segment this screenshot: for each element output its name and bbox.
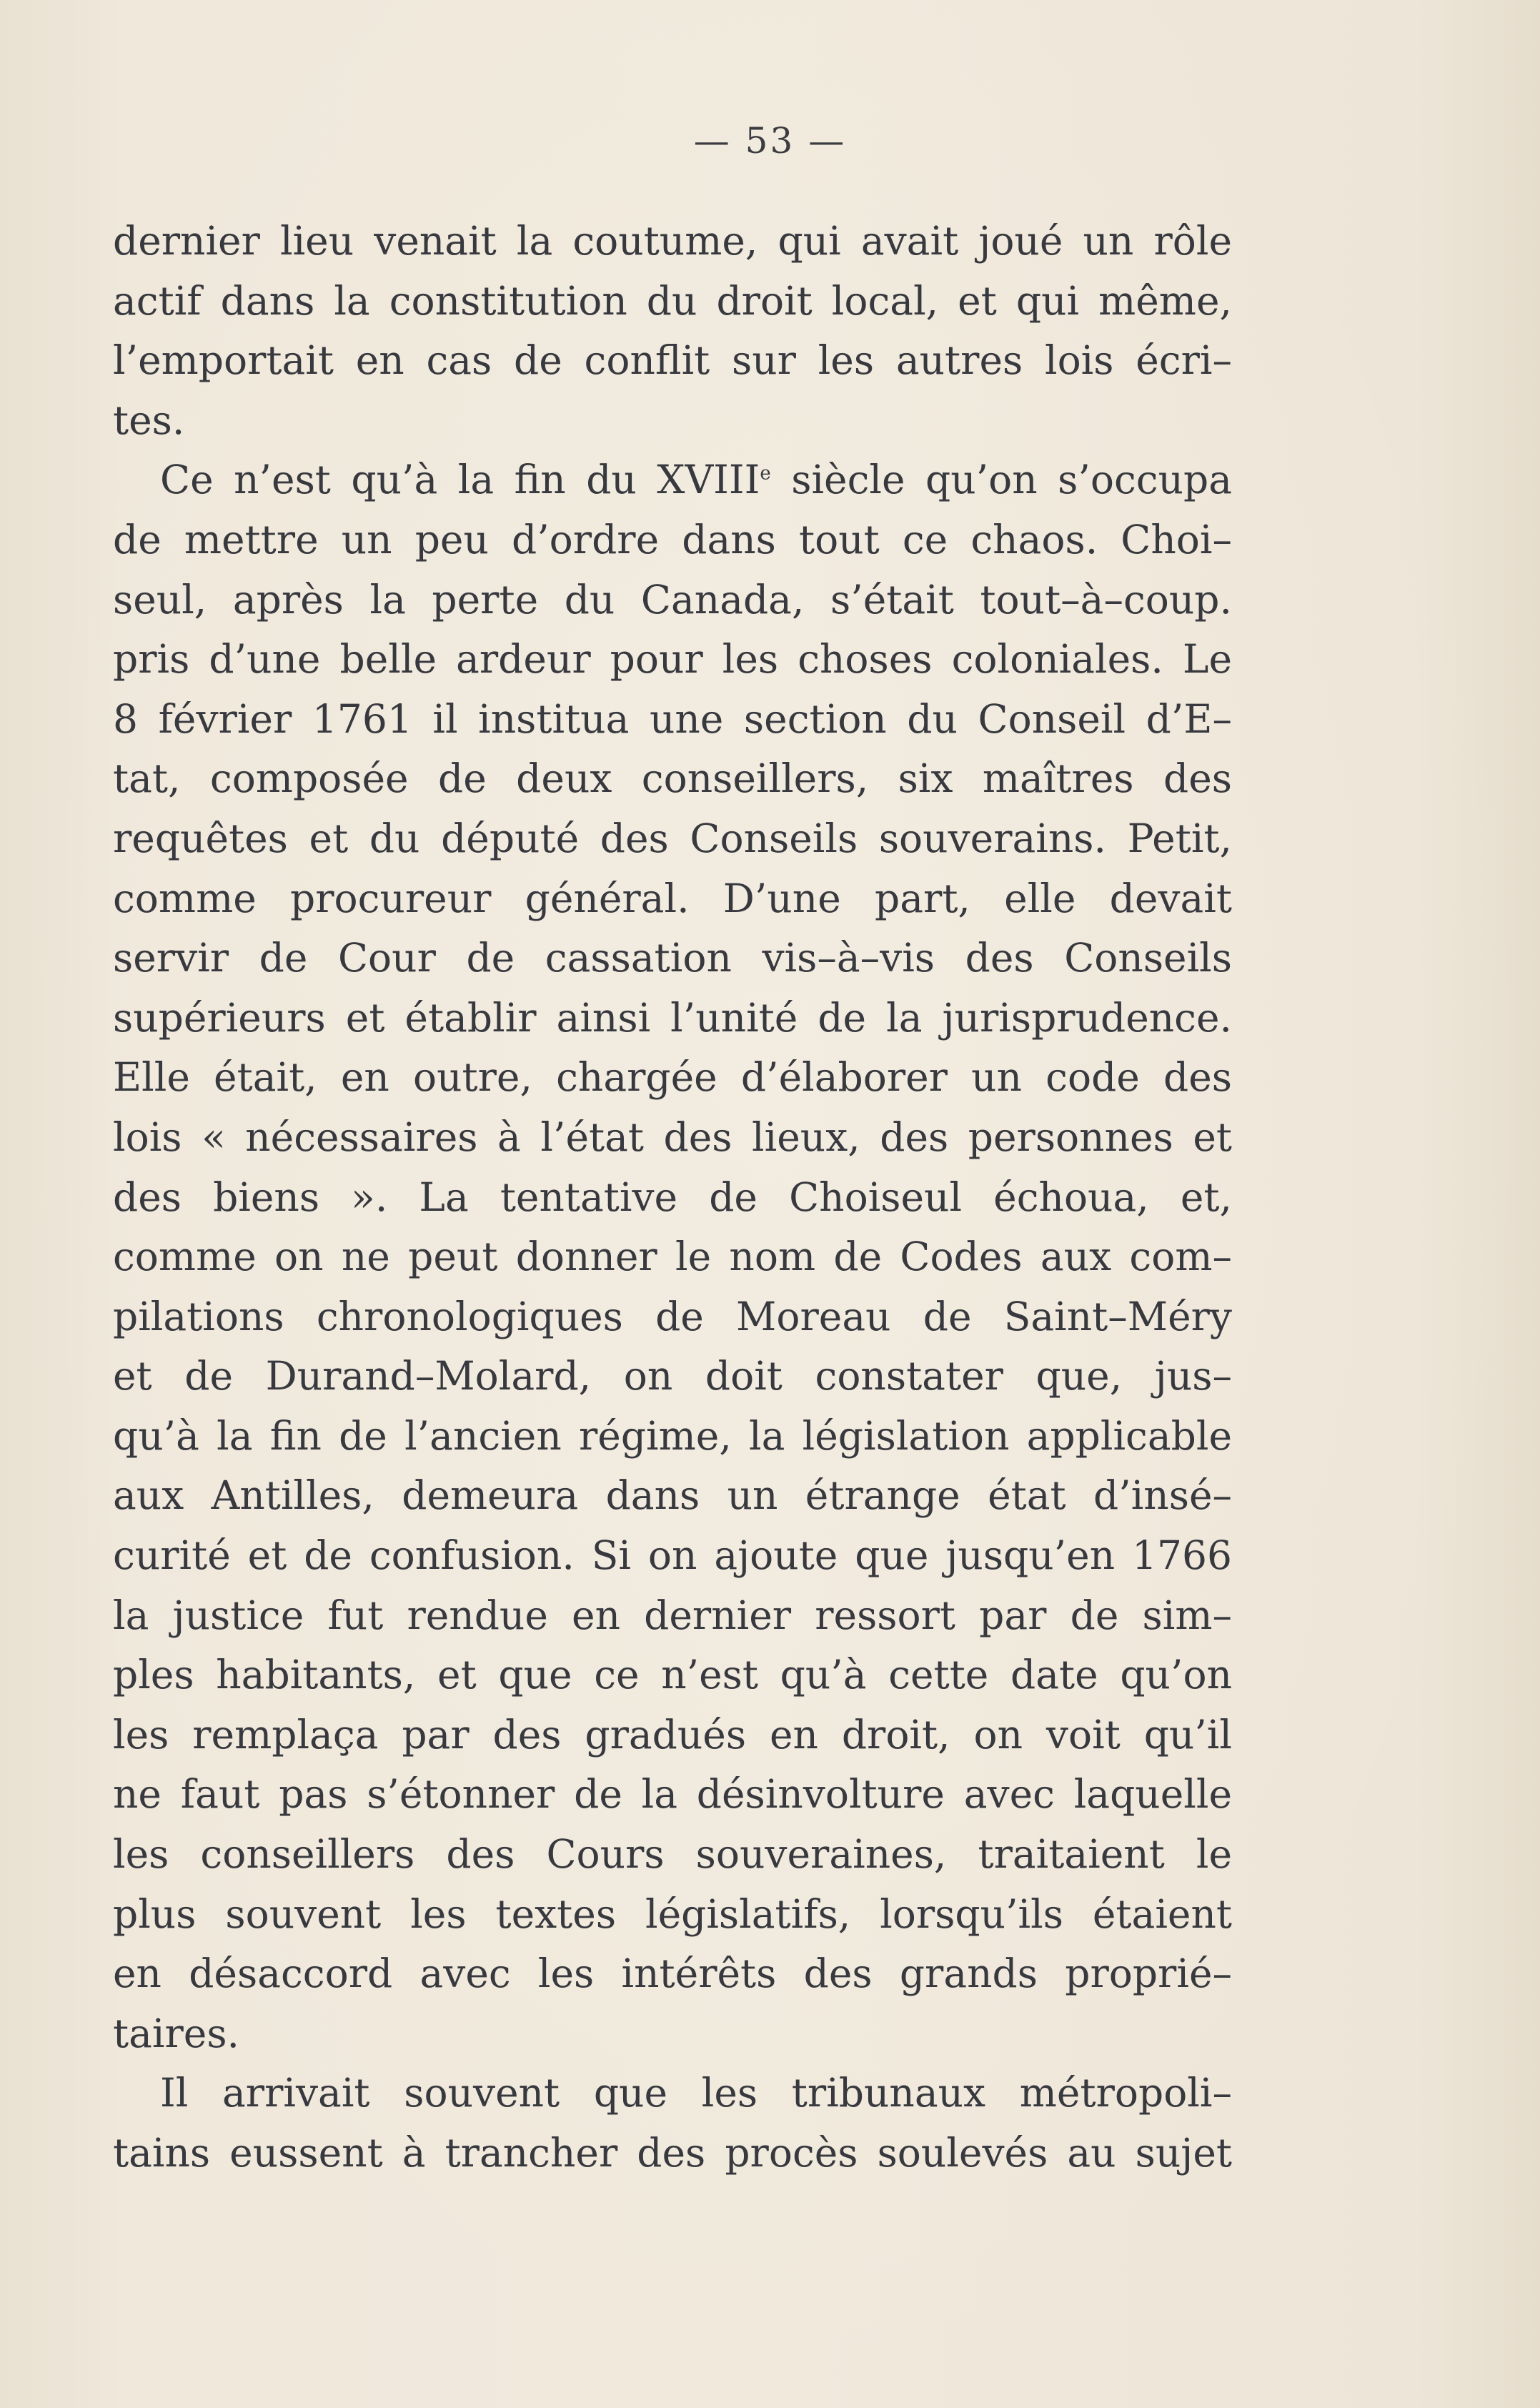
text-line: ne faut pas s’étonner de la désinvolture avec laquelle (113, 1771, 1232, 1818)
text-line: curité et de confusion. Si on ajoute que jusqu’en 1766 (113, 1532, 1232, 1579)
text-line: les remplaça par des gradués en droit, on voit qu’il (113, 1711, 1232, 1758)
text-line: 8 février 1761 il institua une section du Conseil d’E– (113, 695, 1232, 742)
text-line: des biens ». La tentative de Choiseul échoua, et, (113, 1174, 1232, 1220)
text-line: requêtes et du député des Conseils souverains. Petit, (113, 815, 1232, 861)
text-line-segment: siècle qu’on s’occupa (770, 457, 1232, 503)
text-line: servir de Cour de cassation vis–à–vis des Conseils (113, 935, 1232, 981)
text-line: Elle était, en outre, chargée d’élaborer un code des (113, 1054, 1232, 1101)
text-line: de mettre un peu d’ordre dans tout ce chaos. Choi– (113, 516, 1232, 563)
text-line: seul, après la perte du Canada, s’était tout–à–coup. (113, 576, 1232, 623)
text-line: aux Antilles, demeura dans un étrange état d’insé– (113, 1472, 1232, 1519)
text-line (113, 450, 1232, 510)
text-line-segment: Ce n’est qu’à la fin du XVIII (160, 457, 760, 503)
text-line: lois « nécessaires à l’état des lieux, des personnes et (113, 1114, 1232, 1160)
body-text (113, 212, 1232, 2184)
text-line: en désaccord avec les intérêts des grands proprié– (113, 1951, 1232, 1997)
text-line: la justice fut rendue en dernier ressort par de sim– (113, 1592, 1232, 1638)
text-line: pris d’une belle ardeur pour les choses coloniales. Le (113, 636, 1232, 683)
text-line: pilations chronologiques de Moreau de Saint–Méry (113, 1293, 1232, 1339)
text-line: actif dans la constitution du droit local, et qui même, (113, 277, 1232, 324)
text-line: qu’à la fin de l’ancien régime, la législation applicable (113, 1412, 1232, 1459)
text-line: et de Durand–Molard, on doit constater que, jus– (113, 1353, 1232, 1399)
text-line: tat, composée de deux conseillers, six maîtres des (113, 755, 1232, 802)
text-line: plus souvent les textes législatifs, lorsqu’ils étaient (113, 1891, 1232, 1937)
text-line: ples habitants, et que ce n’est qu’à cette date qu’on (113, 1652, 1232, 1698)
text-line: supérieurs et établir ainsi l’unité de la jurisprudence. (113, 994, 1232, 1041)
text-line: tains eussent à trancher des procès soulevés au sujet (113, 2130, 1232, 2176)
page-number: — 53 — (693, 120, 847, 162)
text-line: l’emportait en cas de conflit sur les autres lois écri– (113, 337, 1232, 384)
text-line: tes. (113, 397, 185, 443)
superscript: e (760, 463, 771, 485)
text-line: Il arrivait souvent que les tribunaux métropoli– (160, 2070, 1232, 2116)
text-line: taires. (113, 2010, 240, 2056)
text-line: dernier lieu venait la coutume, qui avait joué un rôle (113, 218, 1232, 264)
text-line: comme on ne peut donner le nom de Codes aux com– (113, 1234, 1232, 1280)
text-line: comme procureur général. D’une part, elle devait (113, 875, 1232, 921)
text-line: les conseillers des Cours souveraines, traitaient le (113, 1831, 1232, 1878)
